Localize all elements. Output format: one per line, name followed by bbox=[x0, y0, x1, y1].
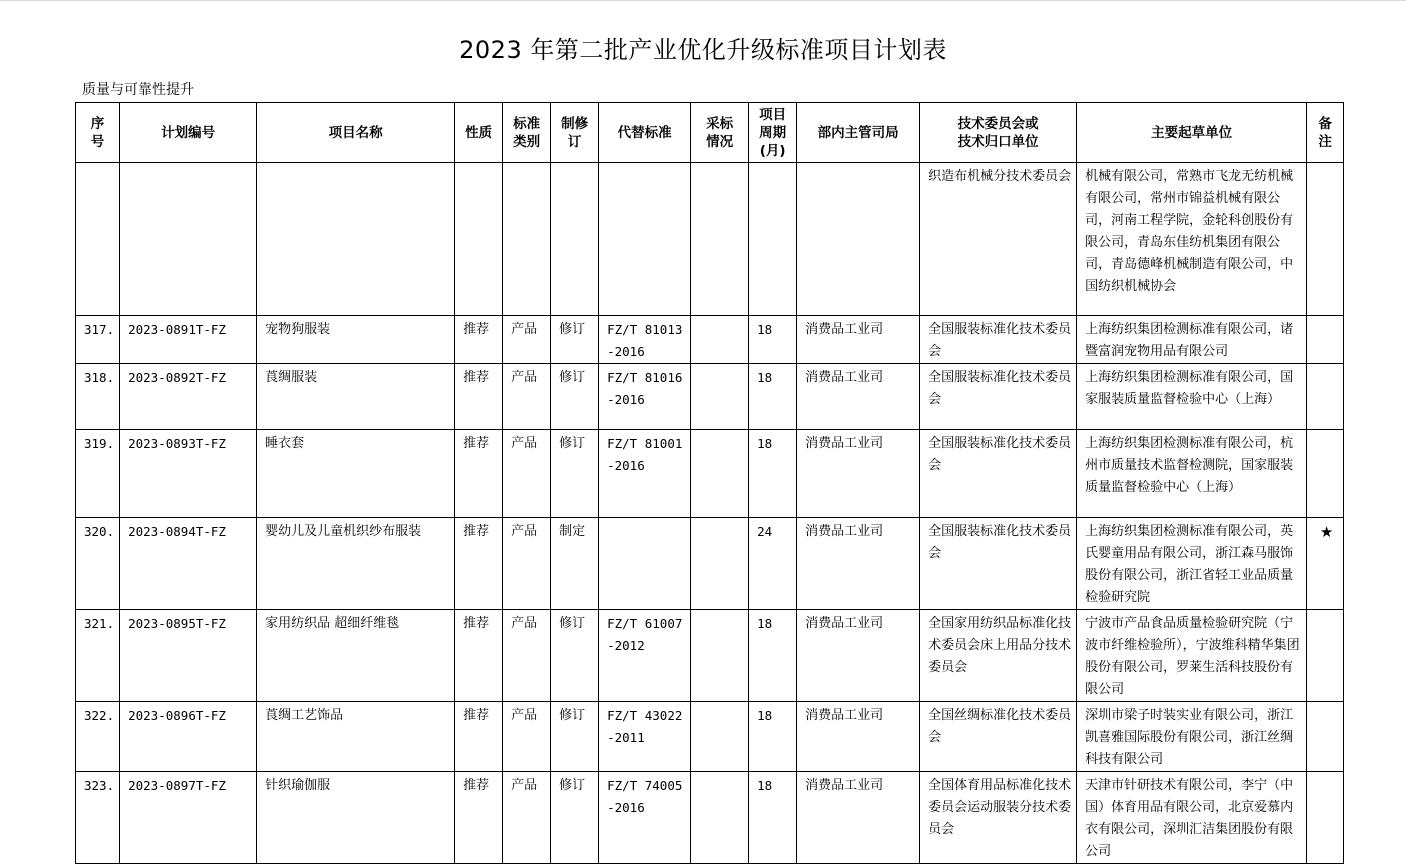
cell-revision: 修订 bbox=[551, 430, 599, 518]
cell-remark: ★ bbox=[1307, 518, 1344, 610]
cell-dept bbox=[797, 163, 920, 316]
cell-plan-no bbox=[120, 163, 257, 316]
cell-nature: 推荐 bbox=[455, 772, 503, 864]
cell-replaces bbox=[599, 518, 691, 610]
cell-cycle: 18 bbox=[749, 772, 797, 864]
cell-nature: 推荐 bbox=[455, 610, 503, 702]
cell-revision: 修订 bbox=[551, 316, 599, 364]
cell-nature bbox=[455, 163, 503, 316]
header-remark: 备 注 bbox=[1307, 103, 1344, 163]
cell-category: 产品 bbox=[503, 518, 551, 610]
cell-drafters: 上海纺织集团检测标准有限公司，英氏婴童用品有限公司，浙江森马服饰股份有限公司，浙江省轻工业品质量检验研究院 bbox=[1077, 518, 1307, 610]
cell-seq: 322. bbox=[76, 702, 120, 772]
cell-name: 莨绸服装 bbox=[257, 364, 455, 430]
cell-remark bbox=[1307, 163, 1344, 316]
cell-nature: 推荐 bbox=[455, 518, 503, 610]
header-seq: 序 号 bbox=[76, 103, 120, 163]
header-cycle: 项目 周期 (月) bbox=[749, 103, 797, 163]
cell-cycle: 18 bbox=[749, 364, 797, 430]
cell-name: 婴幼儿及儿童机织纱布服装 bbox=[257, 518, 455, 610]
cell-cycle: 18 bbox=[749, 430, 797, 518]
cell-seq bbox=[76, 163, 120, 316]
cell-adoption bbox=[691, 518, 749, 610]
cell-category: 产品 bbox=[503, 772, 551, 864]
header-drafters: 主要起草单位 bbox=[1077, 103, 1307, 163]
cell-remark bbox=[1307, 702, 1344, 772]
cell-nature: 推荐 bbox=[455, 316, 503, 364]
cell-dept: 消费品工业司 bbox=[797, 518, 920, 610]
cell-committee: 全国体育用品标准化技术委员会运动服装分技术委员会 bbox=[920, 772, 1077, 864]
cell-cycle: 18 bbox=[749, 702, 797, 772]
cell-nature: 推荐 bbox=[455, 702, 503, 772]
cell-dept: 消费品工业司 bbox=[797, 610, 920, 702]
cell-revision: 修订 bbox=[551, 364, 599, 430]
cell-category: 产品 bbox=[503, 364, 551, 430]
cell-name: 睡衣套 bbox=[257, 430, 455, 518]
cell-name: 莨绸工艺饰品 bbox=[257, 702, 455, 772]
cell-category: 产品 bbox=[503, 430, 551, 518]
cell-adoption bbox=[691, 316, 749, 364]
cell-nature: 推荐 bbox=[455, 430, 503, 518]
cell-drafters: 深圳市梁子时装实业有限公司，浙江凯喜雅国际股份有限公司，浙江丝绸科技有限公司 bbox=[1077, 702, 1307, 772]
cell-dept: 消费品工业司 bbox=[797, 702, 920, 772]
cell-plan-no: 2023-0895T-FZ bbox=[120, 610, 257, 702]
cell-drafters: 上海纺织集团检测标准有限公司，国家服装质量监督检验中心（上海） bbox=[1077, 364, 1307, 430]
cell-category: 产品 bbox=[503, 610, 551, 702]
cell-adoption bbox=[691, 610, 749, 702]
cell-replaces: FZ/T 61007-2012 bbox=[599, 610, 691, 702]
cell-dept: 消费品工业司 bbox=[797, 772, 920, 864]
cell-adoption bbox=[691, 772, 749, 864]
cell-adoption bbox=[691, 163, 749, 316]
cell-cycle: 18 bbox=[749, 316, 797, 364]
cell-replaces bbox=[599, 163, 691, 316]
cell-revision: 制定 bbox=[551, 518, 599, 610]
cell-drafters: 宁波市产品食品质量检验研究院（宁波市纤维检验所），宁波维科精华集团股份有限公司，罗莱生活科技股份有限公司 bbox=[1077, 610, 1307, 702]
cell-drafters: 上海纺织集团检测标准有限公司，诸暨富润宠物用品有限公司 bbox=[1077, 316, 1307, 364]
table-header-row bbox=[76, 103, 1344, 163]
cell-plan-no: 2023-0893T-FZ bbox=[120, 430, 257, 518]
table-row bbox=[76, 163, 1344, 316]
cell-remark bbox=[1307, 610, 1344, 702]
cell-committee: 全国服装标准化技术委员会 bbox=[920, 430, 1077, 518]
header-name: 项目名称 bbox=[257, 103, 455, 163]
cell-plan-no: 2023-0892T-FZ bbox=[120, 364, 257, 430]
cell-plan-no: 2023-0891T-FZ bbox=[120, 316, 257, 364]
table-row bbox=[76, 316, 1344, 364]
cell-seq: 323. bbox=[76, 772, 120, 864]
header-nature: 性质 bbox=[455, 103, 503, 163]
cell-drafters: 上海纺织集团检测标准有限公司，杭州市质量技术监督检测院，国家服装质量监督检验中心（上海） bbox=[1077, 430, 1307, 518]
cell-revision: 修订 bbox=[551, 610, 599, 702]
cell-replaces: FZ/T 81001-2016 bbox=[599, 430, 691, 518]
header-category: 标准 类别 bbox=[503, 103, 551, 163]
cell-adoption bbox=[691, 702, 749, 772]
plan-table bbox=[75, 102, 1344, 864]
cell-remark bbox=[1307, 430, 1344, 518]
cell-committee: 全国服装标准化技术委员会 bbox=[920, 518, 1077, 610]
table-row bbox=[76, 610, 1344, 702]
cell-name: 宠物狗服装 bbox=[257, 316, 455, 364]
table-row bbox=[76, 364, 1344, 430]
cell-remark bbox=[1307, 316, 1344, 364]
cell-nature: 推荐 bbox=[455, 364, 503, 430]
cell-cycle: 24 bbox=[749, 518, 797, 610]
cell-name: 家用纺织品 超细纤维毯 bbox=[257, 610, 455, 702]
cell-revision: 修订 bbox=[551, 702, 599, 772]
header-adoption: 采标 情况 bbox=[691, 103, 749, 163]
cell-dept: 消费品工业司 bbox=[797, 316, 920, 364]
table-row bbox=[76, 430, 1344, 518]
cell-seq: 318. bbox=[76, 364, 120, 430]
cell-plan-no: 2023-0894T-FZ bbox=[120, 518, 257, 610]
header-committee: 技术委员会或 技术归口单位 bbox=[920, 103, 1077, 163]
header-plan-no: 计划编号 bbox=[120, 103, 257, 163]
cell-dept: 消费品工业司 bbox=[797, 364, 920, 430]
cell-remark bbox=[1307, 772, 1344, 864]
top-rule bbox=[0, 0, 1406, 1]
table-row bbox=[76, 702, 1344, 772]
cell-replaces: FZ/T 74005-2016 bbox=[599, 772, 691, 864]
cell-committee: 全国服装标准化技术委员会 bbox=[920, 316, 1077, 364]
page-title: 2023 年第二批产业优化升级标准项目计划表 bbox=[459, 36, 947, 64]
cell-dept: 消费品工业司 bbox=[797, 430, 920, 518]
cell-revision: 修订 bbox=[551, 772, 599, 864]
cell-seq: 320. bbox=[76, 518, 120, 610]
cell-committee: 全国丝绸标准化技术委员会 bbox=[920, 702, 1077, 772]
header-dept: 部内主管司局 bbox=[797, 103, 920, 163]
section-label: 质量与可靠性提升 bbox=[82, 82, 194, 98]
cell-adoption bbox=[691, 430, 749, 518]
cell-cycle bbox=[749, 163, 797, 316]
cell-remark bbox=[1307, 364, 1344, 430]
cell-committee: 全国服装标准化技术委员会 bbox=[920, 364, 1077, 430]
table-row bbox=[76, 518, 1344, 610]
cell-committee: 全国家用纺织品标准化技术委员会床上用品分技术委员会 bbox=[920, 610, 1077, 702]
header-revision: 制修 订 bbox=[551, 103, 599, 163]
cell-replaces: FZ/T 43022-2011 bbox=[599, 702, 691, 772]
cell-replaces: FZ/T 81016-2016 bbox=[599, 364, 691, 430]
cell-drafters: 天津市针研技术有限公司，李宁（中国）体育用品有限公司，北京爱慕内衣有限公司，深圳汇洁集团股份有限公司 bbox=[1077, 772, 1307, 864]
cell-replaces: FZ/T 81013-2016 bbox=[599, 316, 691, 364]
cell-adoption bbox=[691, 364, 749, 430]
table-row bbox=[76, 772, 1344, 864]
header-replaces: 代替标准 bbox=[599, 103, 691, 163]
cell-seq: 321. bbox=[76, 610, 120, 702]
cell-revision bbox=[551, 163, 599, 316]
cell-plan-no: 2023-0896T-FZ bbox=[120, 702, 257, 772]
cell-drafters: 机械有限公司，常熟市飞龙无纺机械有限公司，常州市锦益机械有限公司，河南工程学院，金轮科创股份有限公司，青岛东佳纺机集团有限公司，青岛德峰机械制造有限公司，中国纺织机械协会 bbox=[1077, 163, 1307, 316]
cell-plan-no: 2023-0897T-FZ bbox=[120, 772, 257, 864]
cell-committee: 织造布机械分技术委员会 bbox=[920, 163, 1077, 316]
cell-category: 产品 bbox=[503, 316, 551, 364]
cell-cycle: 18 bbox=[749, 610, 797, 702]
cell-name bbox=[257, 163, 455, 316]
cell-name: 针织瑜伽服 bbox=[257, 772, 455, 864]
cell-category bbox=[503, 163, 551, 316]
cell-seq: 317. bbox=[76, 316, 120, 364]
cell-seq: 319. bbox=[76, 430, 120, 518]
cell-category: 产品 bbox=[503, 702, 551, 772]
